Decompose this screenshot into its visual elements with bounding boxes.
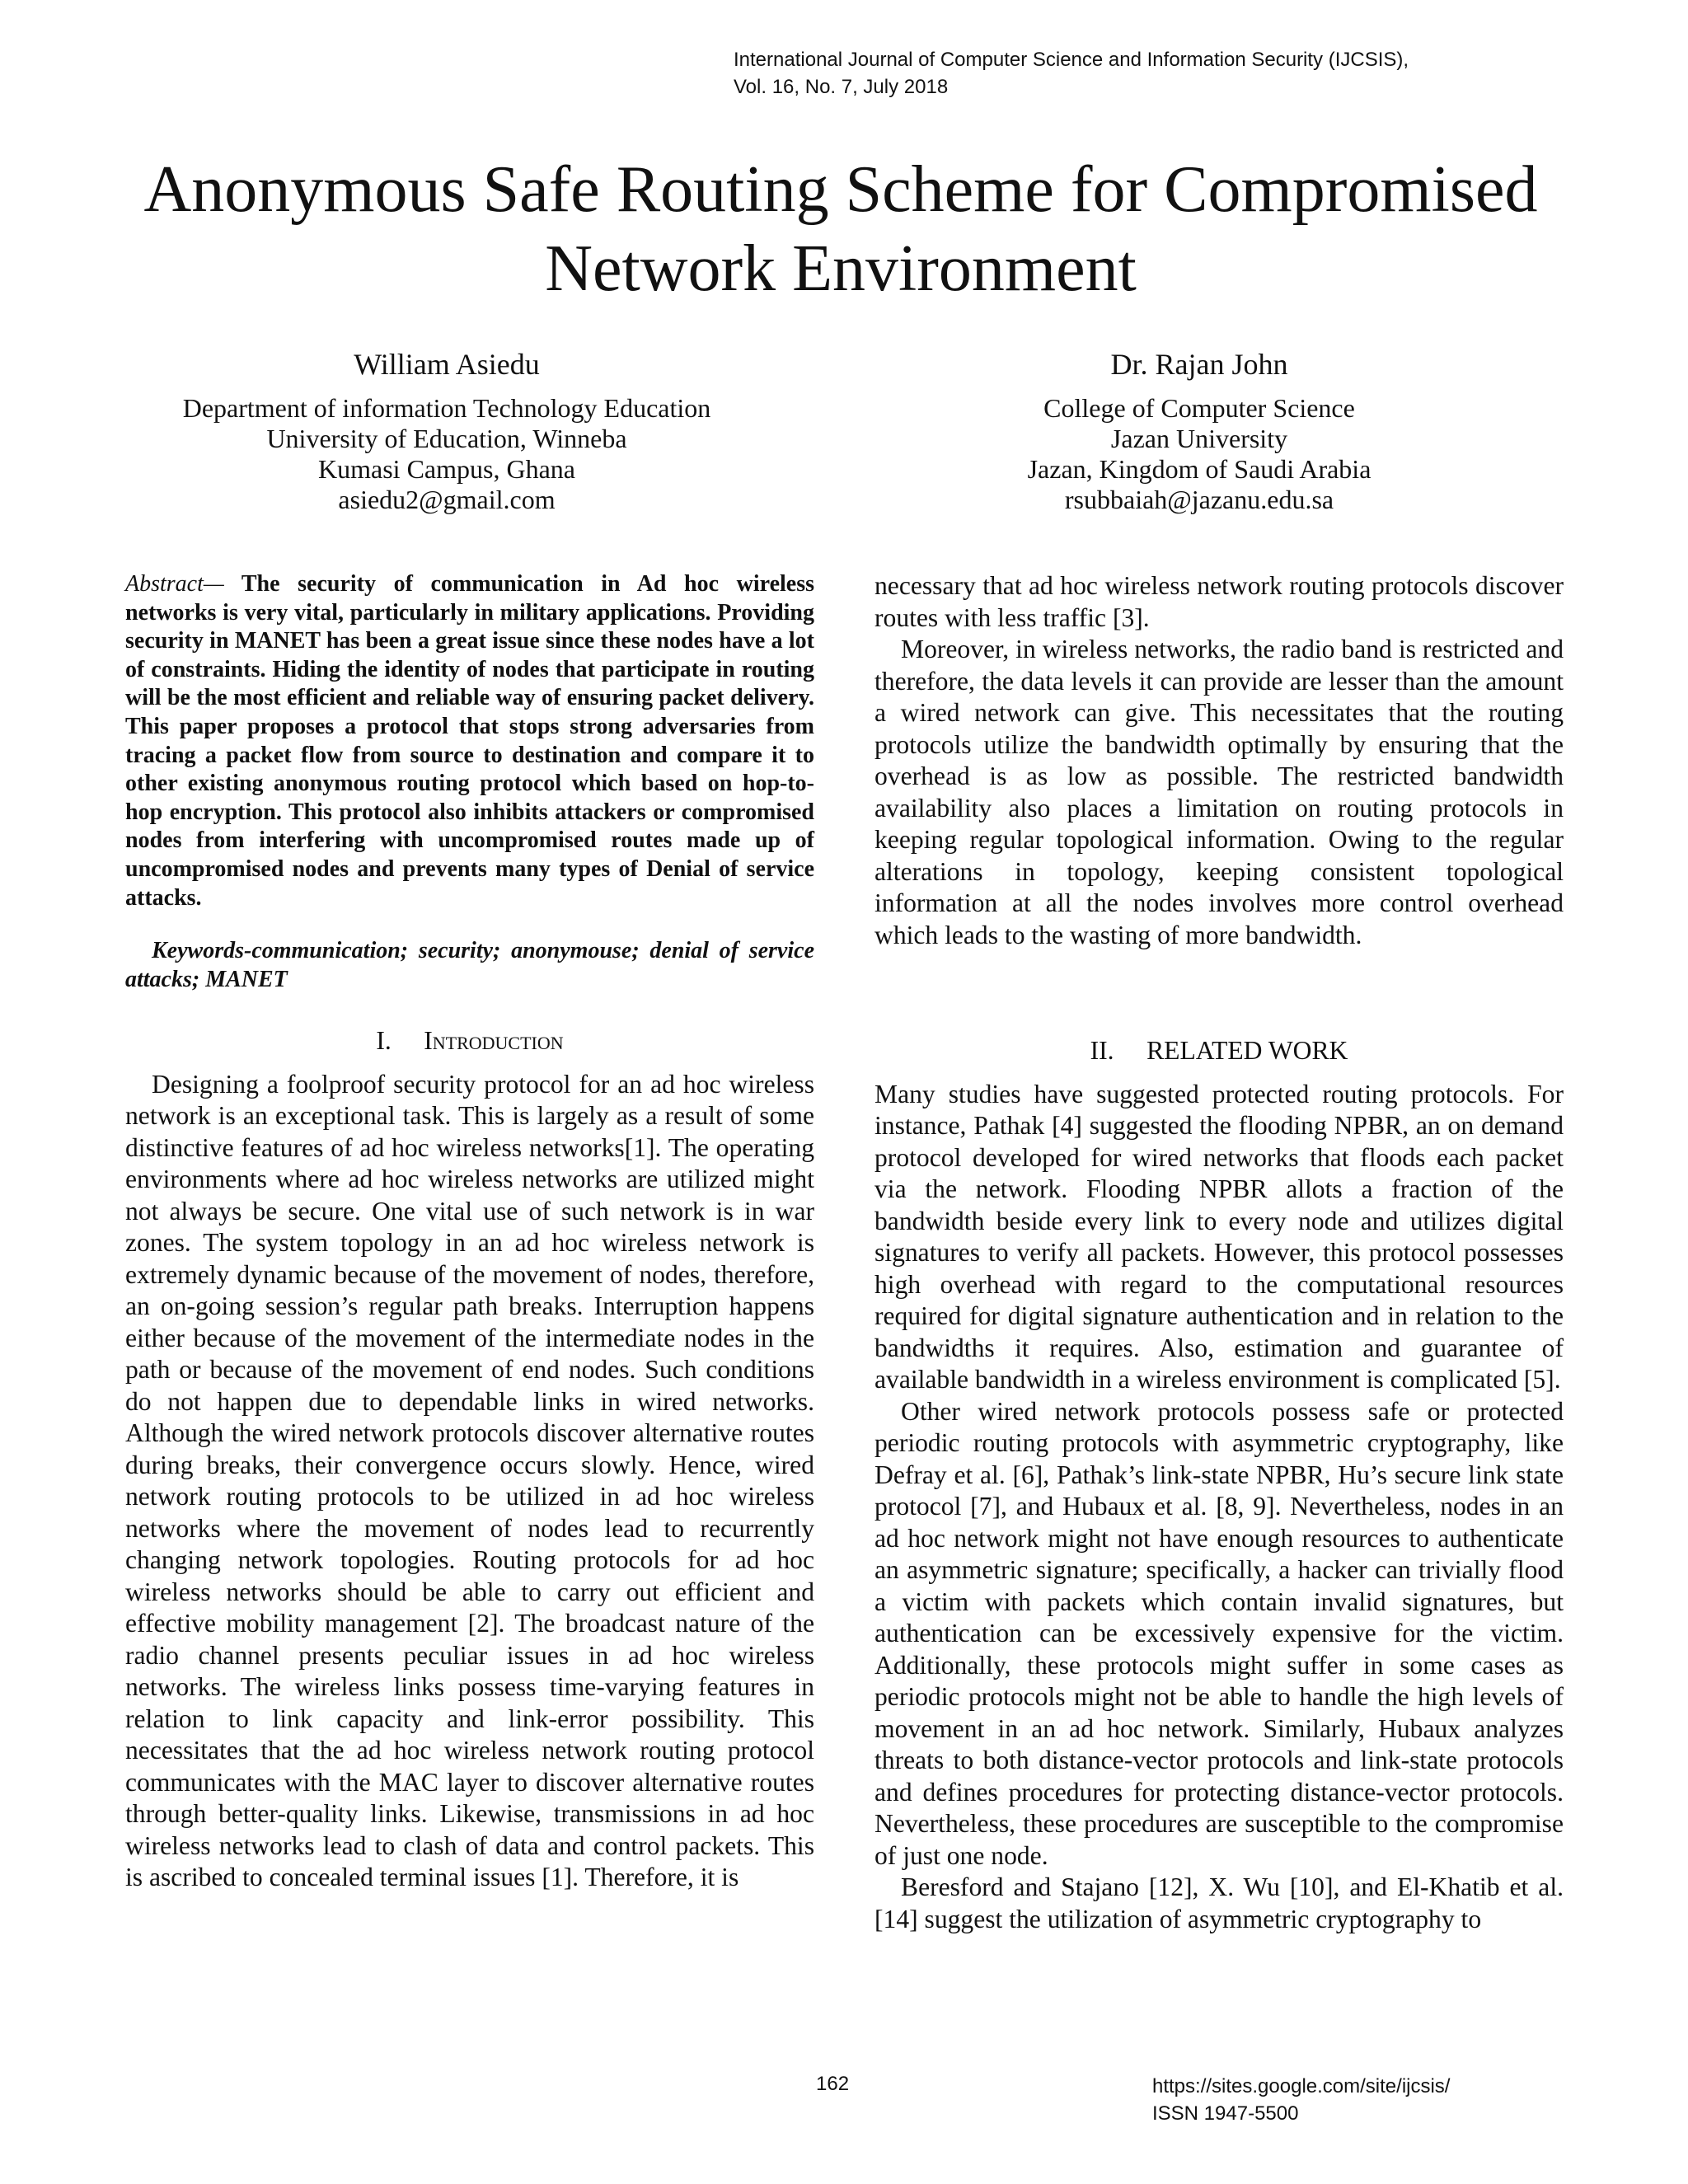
author-affiliation: Department of information Technology Education [182,393,711,423]
author-block-2 [886,349,1512,515]
section-title: Introduction [424,1026,564,1056]
related-paragraph-1: Many studies have suggested protected routing protocols. For instance, Pathak [4] suggested the flooding NPBR, an on demand protocol developed for wired networks that floods each packet via the network. Flooding NPBR allots a fraction of the bandwidth beside every link to every node and utilizes digital signatures to verify all packets. However, this protocol possesses high overhead with regard to the computational resources required for digital signature authentication and in relation to the bandwidths it requires. Also, estimation and guarantee of available bandwidth in a wireless environment is complicated [5]. [874,1079,1564,1394]
author-affiliation: University of Education, Winneba [266,424,627,453]
journal-line-2: Vol. 16, No. 7, July 2018 [734,76,949,98]
intro-paragraph-1: Designing a foolproof security protocol for an ad hoc wireless network is an exceptional task. This is largely as a result of some distinctive features of ad hoc wireless networks[1]. The operating environments where ad hoc wireless networks are utilized might not always be secure. One vital use of such network is in war zones. The system topology in an ad hoc wireless network is extremely dynamic because of the movement of nodes, therefore, an on-going session’s regular path breaks. Interruption happens either because of the movement of the intermediate nodes in the path or because of the movement of end nodes. Such conditions do not happen due to dependable links in wired networks. Although the wired network protocols discover alternative routes during breaks, their convergence occurs slowly. Hence, wired network routing protocols to be utilized in ad hoc wireless networks where the movement of nodes lead to recurrently changing network topologies. Routing protocols for ad hoc wireless networks should be able to carry out efficient and effective mobility management [2]. The broadcast nature of the radio channel presents peculiar issues in ad hoc wireless networks. The wireless links possess time-varying features in relation to link capacity and link-error possibility. This necessitates that the ad hoc wireless network routing protocol communicates with the MAC layer to discover alternative routes through better-quality links. Likewise, transmissions in ad hoc wireless networks lead to clash of data and control packets. This is ascribed to concealed terminal issues [1]. Therefore, it is [125,1069,814,1892]
right-column [874,570,1564,1935]
author-name: Dr. Rajan John [1110,348,1288,381]
intro-continuation: necessary that ad hoc wireless network routing protocols discover routes with less traffic [3]. [874,571,1564,632]
intro-paragraph-2: Moreover, in wireless networks, the radio band is restricted and therefore, the data levels it can provide are lesser than the amount a wired network can give. This necessitates that the routing protocols utilize the bandwidth optimally by ensuring that the overhead is as low as possible. The restricted bandwidth availability also places a limitation on routing protocols in keeping regular topological information. Owing to the regular alterations in topology, keeping consistent topological information at all the nodes involves more control overhead which leads to the wasting of more bandwidth. [874,635,1564,949]
section-number: II. [1090,1036,1114,1065]
author-email: asiedu2@gmail.com [338,485,556,514]
author-block-1 [134,349,760,515]
author-name: William Asiedu [354,348,540,381]
section-title: RELATED WORK [1146,1036,1348,1065]
paper-title [99,150,1582,308]
author-affiliation: Jazan, Kingdom of Saudi Arabia [1027,454,1372,484]
footer-issn: ISSN 1947-5500 [1152,2102,1299,2125]
section-heading-introduction [125,1025,814,1057]
author-affiliation: College of Computer Science [1043,393,1355,423]
related-paragraph-2: Other wired network protocols possess safe or protected periodic routing protocols with asymmetric cryptography, like Defray et al. [6], Pathak’s link-state NPBR, Hu’s secure link state protocol [7], and Hubaux et al. [8, 9]. Nevertheless, nodes in an ad hoc network might not have enough resources to authenticate an asymmetric signature; specifically, a hacker can trivially flood a victim with packets which contain invalid signatures, but authentication can be excessively expensive for the victim. Additionally, these protocols might suffer in some cases as periodic protocols might not be able to handle the high levels of movement in an ad hoc network. Similarly, Hubaux analyzes threats to both distance-vector protocols and link-state protocols and defines procedures for protecting distance-vector protocols. Nevertheless, these procedures are susceptible to the compromise of just one node. [874,1396,1564,1870]
abstract-label: Abstract— [125,571,224,597]
section-heading-related-work [874,1035,1564,1067]
title-line-2: Network Environment [545,232,1137,305]
keywords: Keywords-communication; security; anonymouse; denial of service attacks; MANET [125,938,814,992]
journal-header [734,46,1640,101]
related-paragraph-3: Beresford and Stajano [12], X. Wu [10], and El-Khatib et al. [14] suggest the utilization of asymmetric cryptography to [874,1872,1564,1933]
abstract-text: The security of communication in Ad hoc wireless networks is very vital, particularly in military applications. Providing security in MANET has been a great issue since these nodes have a lot of constraints. Hiding the identity of nodes that participate in routing will be the most efficient and reliable way of ensuring packet delivery. This paper proposes a protocol that stops strong adversaries from tracing a packet flow from source to destination and compare it to other existing anonymous routing protocol which based on hop-to-hop encryption. This protocol also inhibits attackers or compromised nodes from interfering with uncompromised routes made up of uncompromised nodes and prevents many types of Denial of service attacks. [125,571,814,911]
section-number: I. [376,1026,392,1056]
left-column [125,570,814,1894]
footer-url: https://sites.google.com/site/ijcsis/ [1152,2075,1451,2097]
author-email: rsubbaiah@jazanu.edu.sa [1064,485,1334,514]
abstract [125,570,814,912]
journal-line-1: International Journal of Computer Science and Information Security (IJCSIS), [734,49,1409,71]
author-affiliation: Jazan University [1110,424,1288,453]
page-number: 162 [816,2073,850,2095]
title-line-1: Anonymous Safe Routing Scheme for Compromised [143,153,1538,226]
author-affiliation: Kumasi Campus, Ghana [318,454,575,484]
footer-info [1152,2073,1450,2127]
